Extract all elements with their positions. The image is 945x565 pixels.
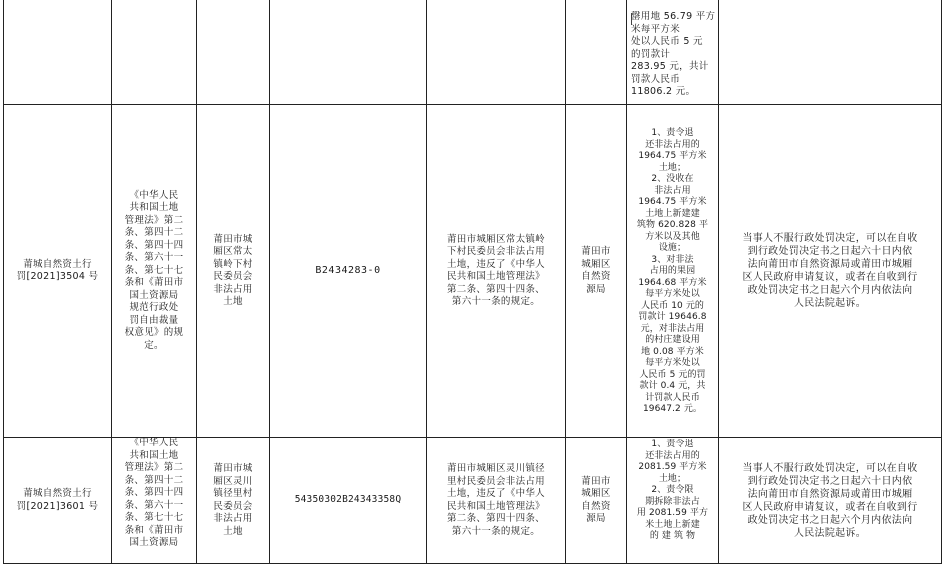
violation-facts-cell: 莆田市城厢区灵川镇径 里村民委员会非法占用 土地，违反了《中华人 民共和国土地管理法》 第二条、第四十四条、 第六十一条的规定。 [446, 463, 545, 537]
violation-facts-cell: 莆田市城厢区常太镇岭 下村民委员会非法占用 土地，违反了《中华人 民共和国土地管理法》 第二条、第四十四条、 第六十一条的规定。 [446, 233, 545, 307]
authority-cell: 莆田市 城厢区 自然资 源局 [581, 246, 611, 295]
legal-basis-cell: 《中华人民 共和国土地 管理法》第二 条、第四十二 条、第四十四 条、第六十一 条、第七十七 条和《莆田市 国土资源局 [124, 437, 184, 548]
remedy-cell: 当事人不服行政处罚决定，可以在自收 到行政处罚决定书之日起六十日内依 法向莆田市自然资源局或莆田市城厢 区人民政府申请复议，或者在自收到行 政处罚决定书之日起六个月内依法向 人民法院起诉。 [742, 462, 918, 539]
penalty-cell: 1、责令退 还非法占用的 1964.75 平方米 土地； 2、没收在 非法占用 1964.75 平方米 土地上新建建 筑物 620.828 平 方米以及其他 设施； 3、对非法 占用的果园 1964.68 平方米 每平方米处以 人民币 10 元的 罚款计 19646.8 元，对非法占用 的村庄建设用 地 0.08 平方米 每平方米处以 人民币 5 元的罚 款计 0.4 元，共 计罚款人民币 19647.2 元。 [636, 128, 709, 415]
penalty-cell: 1、责令退 还非法占用的 2081.59 平方米 土地； 2、责令限 期拆除非法占 用 2081.59 平方 米土地上新建 的 建 筑 物 [636, 439, 709, 541]
case-number-cell: 莆城自然资土行 罚[2021]3601 号 [16, 488, 99, 512]
authority-cell: 莆田市 城厢区 自然资 源局 [581, 475, 611, 524]
penalty-cell-continued: 罄用地 56.79 平方米每平方米 处以人民币 5 元 的罚款计 283.95 元，共计 罚款人民币 11806.2 元。 [631, 11, 716, 97]
party-cell: 莆田市城 厢区灵川 镇径里村 民委员会 非法占用 土地 [213, 463, 253, 537]
case-number-cell: 莆城自然资土行 罚[2021]3504 号 [16, 258, 99, 282]
remedy-cell: 当事人不服行政处罚决定，可以在自收 到行政处罚决定书之日起六十日内依 法向莆田市自然资源局或莆田市城厢 区人民政府申请复议，或者在自收到行 政处罚决定书之日起六个月内依法向 人民法院起诉。 [742, 233, 918, 309]
code-cell: B2434283-0 [315, 264, 381, 276]
party-cell: 莆田市城 厢区常太 镇岭下村 民委员会 非法占用 土地 [213, 233, 253, 307]
legal-basis-cell: 《中华人民 共和国土地 管理法》第二 条、第四十二 条、第四十四 条、第六十一 条、第七十七 条和《莆田市 国土资源局 规范行政处 罚自由裁量 权意见》的规 定。 [124, 189, 184, 351]
table-bottom-border [3, 563, 941, 564]
column-divider [941, 0, 942, 564]
code-cell: 54350302B24343358Q [294, 494, 402, 506]
